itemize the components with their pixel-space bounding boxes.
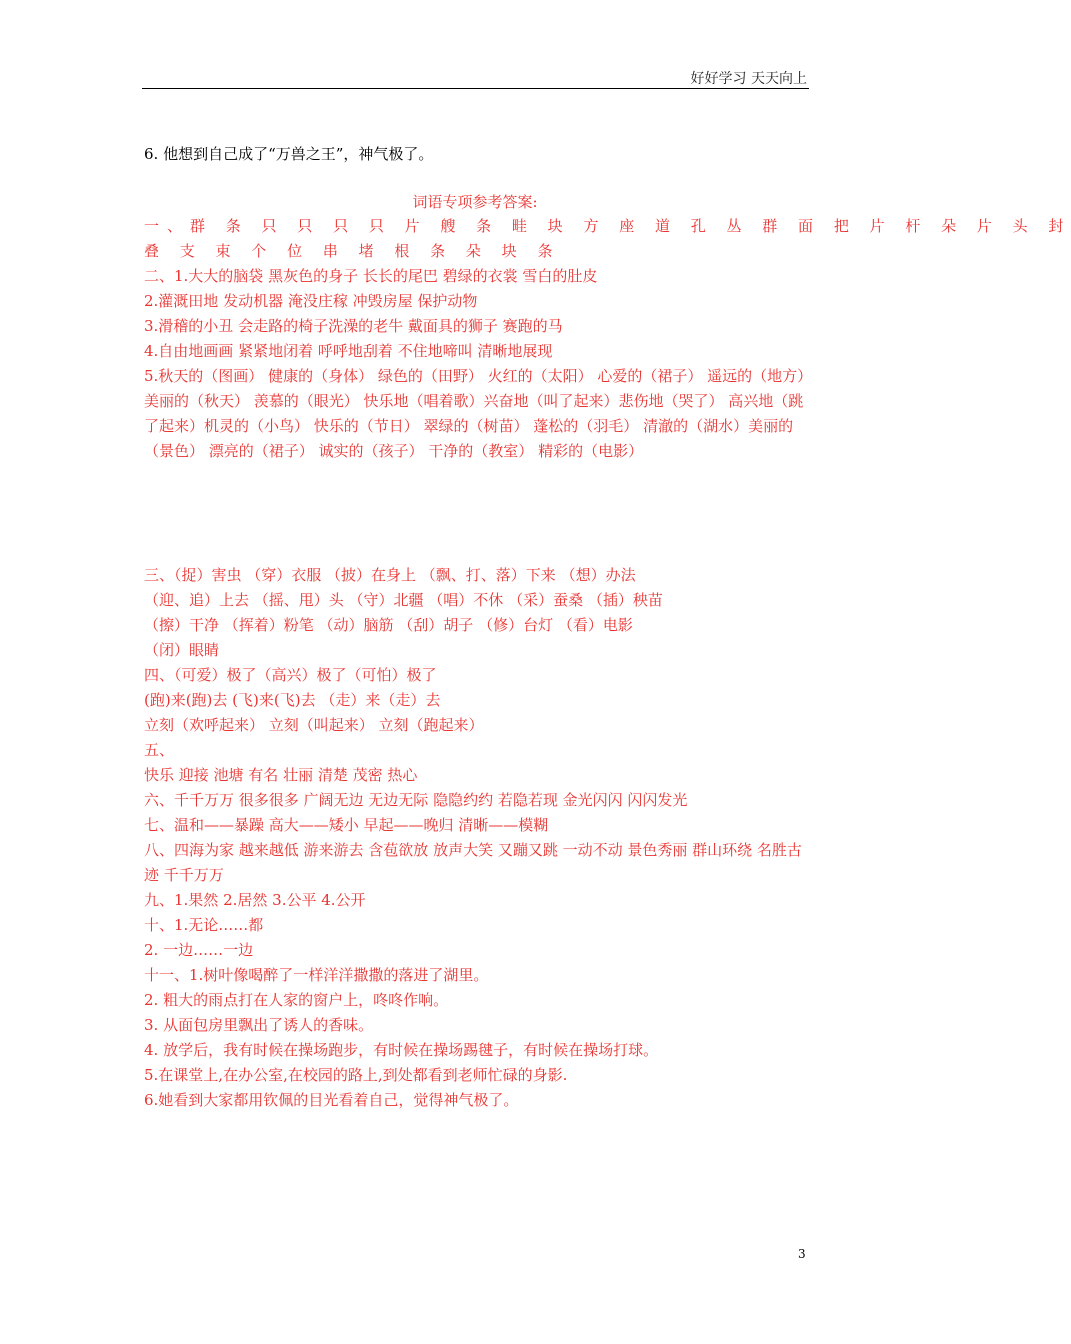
- answer-line: 五、: [144, 741, 175, 759]
- answer-line: 三、（捉）害虫 （穿）衣服 （披）在身上 （飘、打、落）下来 （想）办法: [144, 566, 636, 584]
- answer-line: 快乐 迎接 池塘 有名 壮丽 清楚 茂密 热心: [144, 766, 418, 784]
- answer-line: 二、1.大大的脑袋 黑灰色的身子 长长的尾巴 碧绿的衣裳 雪白的肚皮: [144, 267, 598, 285]
- header-motto: 好好学习 天天向上: [690, 71, 807, 87]
- answer-title: 词语专项参考答案:: [412, 193, 538, 211]
- answer-line: 一、群 条 只 只 只 只 片 艘 条 畦 块 方 座 道 孔 丛 群 面 把 片 杆 朵 片 头 封: [144, 217, 1071, 235]
- answer-line: 5.在课堂上,在办公室,在校园的路上,到处都看到老师忙碌的身影.: [144, 1066, 568, 1084]
- header-rule: [142, 88, 809, 89]
- answer-part-3: [144, 563, 814, 1113]
- answer-line: 叠 支 束 个 位 串 堵 根 条 朵 块 条: [144, 242, 561, 260]
- answer-line: 十、1.无论……都: [144, 916, 264, 934]
- answer-paragraph: 八、四海为家 越来越低 游来游去 含苞欲放 放声大笑 又蹦又跳 一动不动 景色秀丽 群山环绕 名胜古迹 千千万万: [144, 841, 802, 884]
- answer-part-2: [144, 264, 814, 464]
- answer-line: （擦）干净 （挥着）粉笔 （动）脑筋 （刮）胡子 （修）台灯 （看）电影: [144, 616, 633, 634]
- answer-line: 九、1.果然 2.居然 3.公平 4.公开: [144, 891, 366, 909]
- answer-line: 3. 从面包房里飘出了诱人的香味。: [144, 1016, 374, 1034]
- answer-line: 七、温和——暴躁 高大——矮小 早起——晚归 清晰——模糊: [144, 816, 549, 834]
- answer-line: 6.她看到大家都用钦佩的目光看着自己，觉得神气极了。: [144, 1091, 519, 1109]
- answer-line: 4. 放学后，我有时候在操场跑步，有时候在操场踢毽子，有时候在操场打球。: [144, 1041, 659, 1059]
- answer-line: （闭）眼睛: [144, 641, 220, 659]
- question-6-text: 6. 他想到自己成了“万兽之王”，神气极了。: [144, 145, 434, 163]
- answer-line: 2.灌溉田地 发动机器 淹没庄稼 冲毁房屋 保护动物: [144, 292, 478, 310]
- answer-line: 4.自由地画画 紧紧地闭着 呼呼地刮着 不住地啼叫 清晰地展现: [144, 342, 553, 360]
- answer-line: 六、千千万万 很多很多 广阔无边 无边无际 隐隐约约 若隐若现 金光闪闪 闪闪发光: [144, 791, 688, 809]
- answer-line: (跑)来(跑)去 (飞)来(飞)去 （走）来（走）去: [144, 691, 441, 709]
- page-number: 3: [798, 1247, 806, 1261]
- answer-paragraph: 5.秋天的（图画） 健康的（身体） 绿色的（田野） 火红的（太阳） 心爱的（裙子） 遥远的（地方） 美丽的（秋天） 羡慕的（眼光） 快乐地（唱着歌）兴奋地（叫了起来）悲伤地（哭了） 高兴地（跳了起来）机灵的（小鸟） 快乐的（节日） 翠绿的（树苗） 蓬松的（羽毛） 清澈的（湖水）美丽的（景色） 漂亮的（裙子） 诚实的（孩子） 干净的（教室） 精彩的（电影）: [144, 367, 813, 460]
- answer-line: 3.滑稽的小丑 会走路的椅子洗澡的老牛 戴面具的狮子 赛跑的马: [144, 317, 563, 335]
- answer-line: 2. 一边……一边: [144, 941, 254, 959]
- answer-line: （迎、追）上去 （摇、甩）头 （守）北疆 （唱）不休 （采）蚕桑 （插）秧苗: [144, 591, 663, 609]
- answer-part-1: [144, 214, 1071, 264]
- answer-line: 十一、1.树叶像喝醉了一样洋洋撒撒的落进了湖里。: [144, 966, 489, 984]
- answer-line: 四、（可爱）极了（高兴）极了（可怕）极了: [144, 666, 437, 684]
- answer-line: 立刻（欢呼起来） 立刻（叫起来） 立刻（跑起来）: [144, 716, 484, 734]
- answer-line: 2. 粗大的雨点打在人家的窗户上，咚咚作响。: [144, 991, 449, 1009]
